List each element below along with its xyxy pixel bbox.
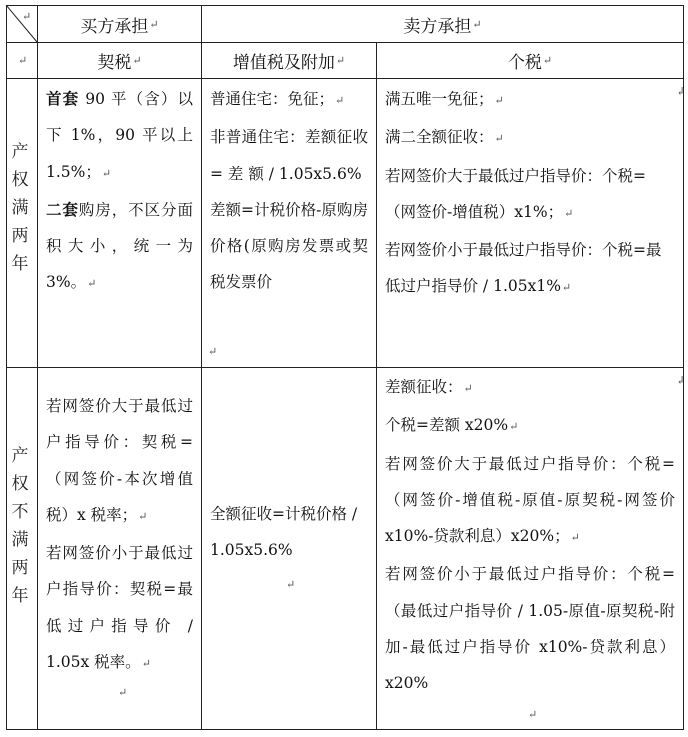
row2-deed-line <box>46 535 193 682</box>
table-border-row-split <box>6 367 684 368</box>
paragraph-mark: ↵ <box>463 382 473 395</box>
header-buyer-label: 买方承担 <box>80 16 149 37</box>
row2-deed-line2: 若网签价小于最低过户指导价：契税=最低过户指导价 / 1.05x 税率。 <box>46 544 193 672</box>
row2-label-char: 年 <box>11 586 29 606</box>
paragraph-mark: ↵ <box>564 206 574 220</box>
paragraph-mark: ↵ <box>132 54 142 67</box>
row1-vat-line <box>210 119 368 192</box>
paragraph-mark: ↵ <box>141 657 151 671</box>
row2-vat-line <box>210 496 368 569</box>
table-border-bottom <box>6 729 684 730</box>
paragraph-mark: ↵ <box>138 509 148 523</box>
row2-label-char: 满 <box>11 530 29 550</box>
row1-vat-line3: 差额=计税价格-原购房价格(原购房发票或契税发票价 <box>210 200 368 292</box>
row2-vat <box>202 496 376 569</box>
row1-label-char: 年 <box>11 254 29 274</box>
row1-vat-line1: 普通住宅：免征； <box>210 90 335 108</box>
row1-deed-tax-first <box>46 81 193 192</box>
row2-deed-line1: 若网签价大于最低过户指导价：契税=（网签价-本次增值税）x 税率； <box>46 397 193 524</box>
row1-vat <box>202 81 376 301</box>
row2-deed-end-mark: ↵ <box>118 686 128 699</box>
row2-vat-end-mark: ↵ <box>286 578 296 591</box>
paragraph-mark: ↵ <box>101 166 112 180</box>
header-seller-label: 卖方承担 <box>403 16 472 37</box>
paragraph-mark: ↵ <box>509 420 519 434</box>
paragraph-mark: ↵ <box>570 531 580 545</box>
paragraph-mark: ↵ <box>561 281 572 295</box>
row1-income-line2: 满二全额征收： <box>385 128 494 147</box>
row1-vat-end-mark: ↵ <box>208 345 218 358</box>
row1-income-line <box>385 81 675 119</box>
row1-deed-tax-second <box>46 192 193 303</box>
table-border-right <box>683 5 684 730</box>
header-seller <box>202 6 683 42</box>
table-border-header-2 <box>6 78 684 79</box>
row1-income-line4: 若网签价小于最低过户指导价：个税=最低过户指导价 / 1.05x1% <box>385 241 662 296</box>
corner-mark: ↵ <box>22 10 32 23</box>
header-deed-tax <box>38 43 201 78</box>
row2-income-end-mark: ↵ <box>528 708 538 721</box>
paragraph-mark: ↵ <box>494 94 504 107</box>
header-vat-label: 增值税及附加 <box>232 53 335 73</box>
row1-label-char: 产 <box>11 142 29 162</box>
row2-income-line <box>385 556 675 701</box>
row1-label <box>6 138 34 278</box>
first-home-text: 90 平（含）以下 1%，90 平以上 1.5%； <box>46 90 193 181</box>
row1-income-line3: 若网签价大于最低过户指导价：个税=（网签价-增值税）x1%； <box>385 166 646 221</box>
paragraph-mark: ↵ <box>494 132 504 146</box>
row1-label-char: 权 <box>11 170 29 190</box>
row2-right-edge-mark: ↲ <box>676 374 686 387</box>
row2-label-char: 两 <box>11 558 29 578</box>
row1-vat-line <box>210 81 368 119</box>
header-blank-mark: ↵ <box>18 54 28 67</box>
header-income-tax-label: 个税 <box>507 53 542 73</box>
row2-income-tax <box>377 369 686 702</box>
paragraph-mark: ↵ <box>335 54 346 67</box>
paragraph-mark: ↵ <box>149 17 159 31</box>
row1-income-line <box>385 119 675 157</box>
row2-deed-tax <box>38 388 201 682</box>
header-buyer <box>38 6 201 42</box>
row2-income-line4: 若网签价小于最低过户指导价：个税=（最低过户指导价 / 1.05-原值-原契税-附加-最低过户指导价 x10%-贷款利息）x20% <box>385 565 675 693</box>
row2-income-line3: 若网签价大于最低过户指导价：个税=（网签价-增值税-原值-原契税-网签价 x10%-贷款利息）x20%； <box>385 454 675 546</box>
row1-deed-tax <box>38 81 201 303</box>
header-vat <box>202 43 376 78</box>
row2-income-line1: 差额征收： <box>385 378 463 396</box>
second-home-label: 二套 <box>46 199 79 219</box>
row2-deed-line <box>46 388 193 535</box>
row1-income-line1: 满五唯一免征； <box>385 90 494 108</box>
row2-label-char: 不 <box>11 502 29 522</box>
row1-income-line <box>385 232 675 307</box>
row2-label <box>6 442 34 610</box>
row2-vat-line1: 全额征收=计税价格 / 1.05x5.6% <box>210 505 358 560</box>
table-border-left <box>6 5 7 730</box>
row2-income-line <box>385 446 675 557</box>
paragraph-mark: ↵ <box>542 54 553 67</box>
row1-vat-line2: 非普通住宅：差额征收 = 差 额 / 1.05x5.6% <box>210 128 368 183</box>
header-income-tax <box>377 43 683 78</box>
row2-income-line2: 个税=差额 x20% <box>385 416 509 435</box>
row2-label-char: 产 <box>11 446 29 466</box>
row1-label-char: 两 <box>11 226 29 246</box>
row1-income-line <box>385 158 675 233</box>
paragraph-mark: ↵ <box>87 277 97 291</box>
paragraph-mark: ↵ <box>472 17 482 31</box>
header-deed-tax-label: 契税 <box>97 53 132 73</box>
row1-vat-line <box>210 192 368 301</box>
row1-right-edge-mark: ↲ <box>676 85 686 98</box>
row2-label-char: 权 <box>11 474 29 494</box>
row1-income-tax <box>377 81 686 307</box>
row1-label-char: 满 <box>11 198 29 218</box>
paragraph-mark: ↵ <box>335 94 345 107</box>
row2-income-line <box>385 407 675 445</box>
first-home-label: 首套 <box>46 89 80 108</box>
second-home-text: 购房，不区分面积大小，统一为 3%。 <box>46 200 193 292</box>
row2-income-line <box>385 369 675 407</box>
